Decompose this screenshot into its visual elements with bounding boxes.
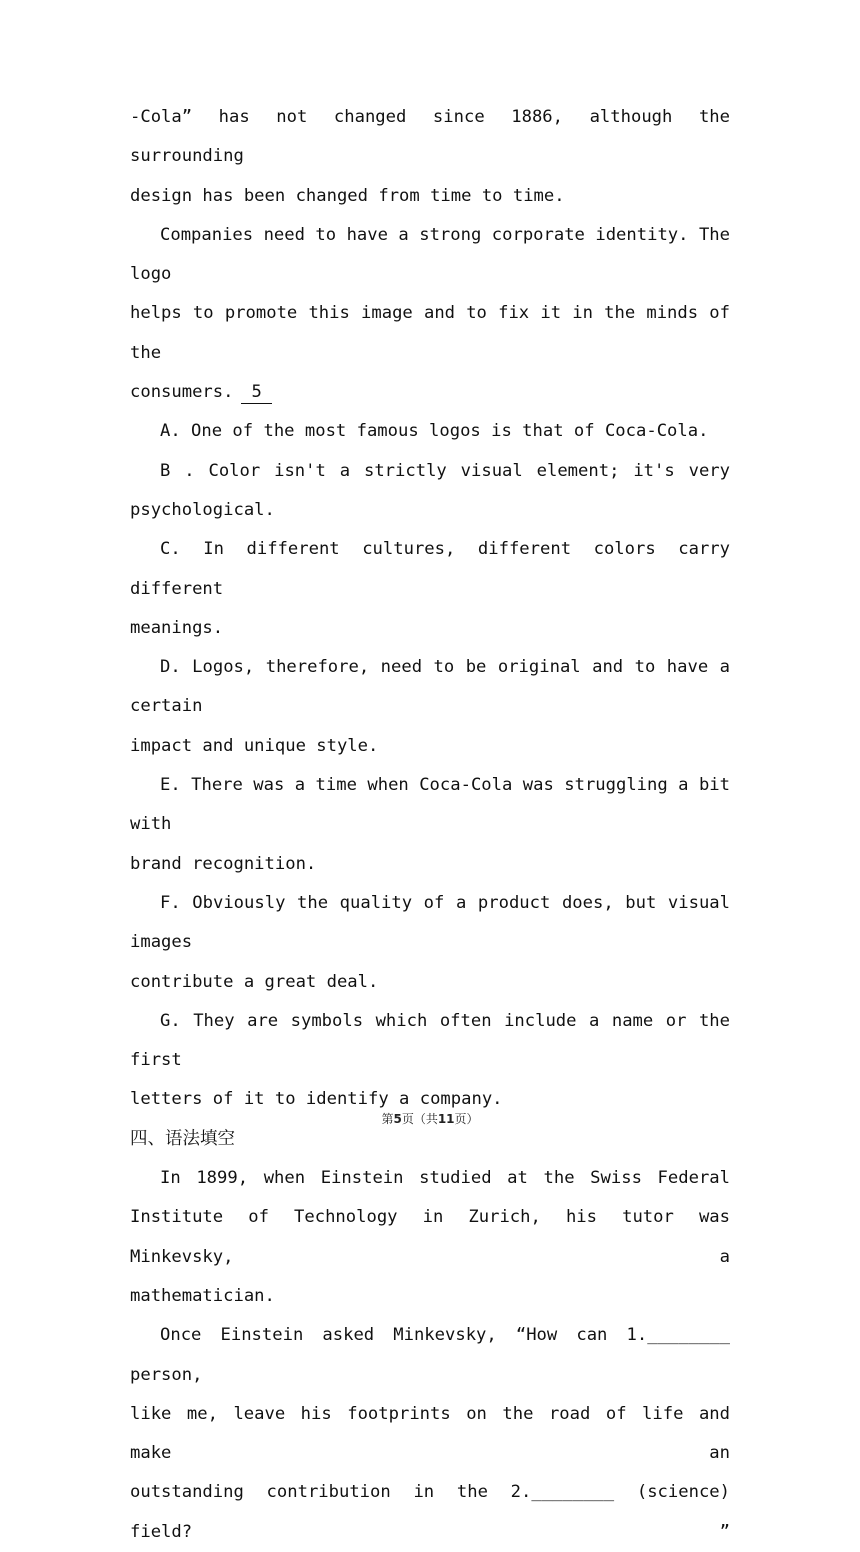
grammar-paragraph-line: Once Einstein asked Minkevsky, “How can 1.________ person, <box>130 1325 730 1385</box>
option-g-cont: letters of it to identify a company. <box>130 1089 503 1110</box>
footer-page-number: 5 <box>393 1112 402 1126</box>
grammar-paragraph-line: mathematician. <box>130 1285 275 1306</box>
section-heading: 四、语法填空 <box>130 1128 235 1149</box>
passage-paragraph-line: helps to promote this image and to fix it in the minds of the <box>130 303 730 363</box>
option-e-cont: brand recognition. <box>130 853 317 874</box>
document-page <box>130 98 730 1552</box>
passage-line: design has been changed from time to time. <box>130 185 565 206</box>
footer-middle: 页（共 <box>401 1112 438 1126</box>
page-footer <box>0 1110 860 1127</box>
option-c-cont: meanings. <box>130 617 224 638</box>
passage-paragraph-line <box>130 373 730 412</box>
option-a: A. One of the most famous logos is that of Coca-Cola. <box>160 421 709 442</box>
option-g: G. They are symbols which often include a name or the first <box>130 1010 730 1071</box>
passage-paragraph-line: Companies need to have a strong corporate identity. The logo <box>130 224 730 285</box>
option-b: B . Color isn't a strictly visual element; it's very <box>160 460 730 481</box>
option-d-cont: impact and unique style. <box>130 735 379 756</box>
grammar-paragraph-line: outstanding contribution in the 2.________ (science) field? ” <box>130 1482 730 1542</box>
option-b-cont: psychological. <box>130 499 275 520</box>
option-f: F. Obviously the quality of a product does, but visual images <box>130 892 730 953</box>
passage-text: consumers. <box>130 382 234 403</box>
footer-suffix: 页） <box>454 1112 479 1126</box>
grammar-paragraph-line: In 1899, when Einstein studied at the Swiss Federal <box>160 1168 730 1189</box>
grammar-paragraph-line: Institute of Technology in Zurich, his tutor was Minkevsky, a <box>130 1207 730 1267</box>
grammar-paragraph-line: like me, leave his footprints on the road of life and make an <box>130 1403 730 1464</box>
passage-line: -Cola” has not changed since 1886, although the surrounding <box>130 107 730 167</box>
footer-prefix: 第 <box>381 1112 394 1126</box>
option-e: E. There was a time when Coca-Cola was struggling a bit with <box>130 775 730 835</box>
option-d: D. Logos, therefore, need to be original and to have a certain <box>130 657 730 717</box>
option-f-cont: contribute a great deal. <box>130 971 379 992</box>
answer-blank-5: 5 <box>241 381 271 404</box>
footer-total-pages: 11 <box>437 1112 455 1126</box>
option-c: C. In different cultures, different colors carry different <box>130 539 730 599</box>
